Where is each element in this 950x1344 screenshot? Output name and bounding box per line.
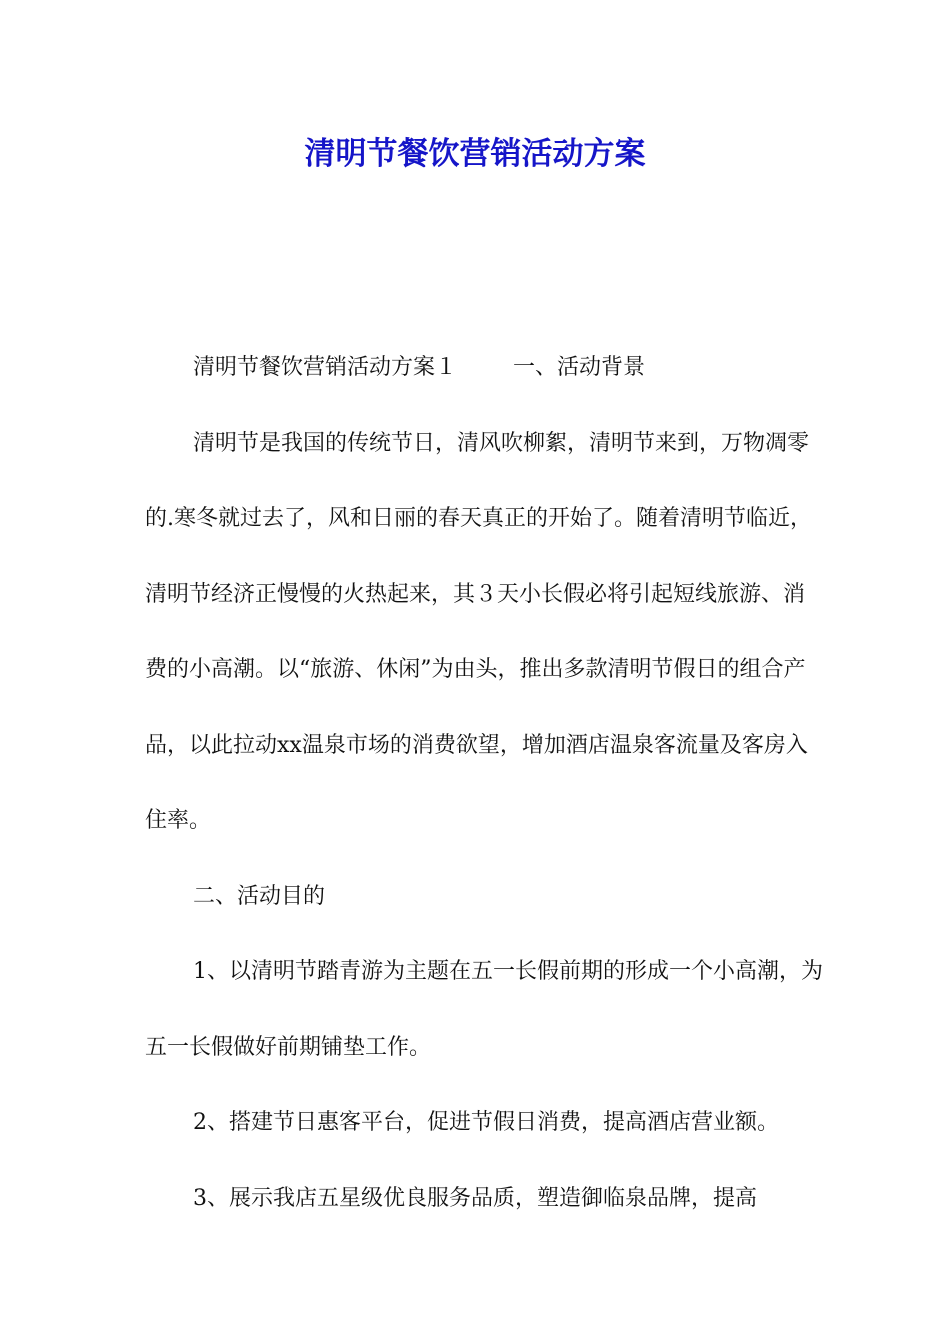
paragraph-purpose-1: 1、以清明节踏青游为主题在五一长假前期的形成一个小高潮，为五一长假做好前期铺垫工作。 <box>145 959 823 1060</box>
section-heading-line <box>145 330 825 406</box>
paragraph-purpose-3: 3、展示我店五星级优良服务品质，塑造御临泉品牌，提高 <box>193 1185 757 1211</box>
plan-heading: 清明节餐饮营销活动方案１ <box>193 355 458 380</box>
paragraph-background: 清明节是我国的传统节日，清风吹柳絮，清明节来到，万物凋零的.寒冬就过去了，风和日丽的春天真正的开始了。随着清明节临近，清明节经济正慢慢的火热起来，其３天小长假必将引起短线旅游、消费的小高潮。以“旅游、休闲”为由头，推出多款清明节假日的组合产品，以此拉动xx温泉市场的消费欲望，增加酒店温泉客流量及客房入住率。 <box>145 430 812 833</box>
paragraph-purpose-2: 2、搭建节日惠客平台，促进节假日消费，提高酒店营业额。 <box>193 1110 779 1135</box>
section-heading-background: 一、活动背景 <box>513 355 646 380</box>
section-heading-purpose: 二、活动目的 <box>193 883 326 909</box>
document-body <box>145 330 825 1236</box>
document-title: 清明节餐饮营销活动方案 <box>304 136 646 172</box>
